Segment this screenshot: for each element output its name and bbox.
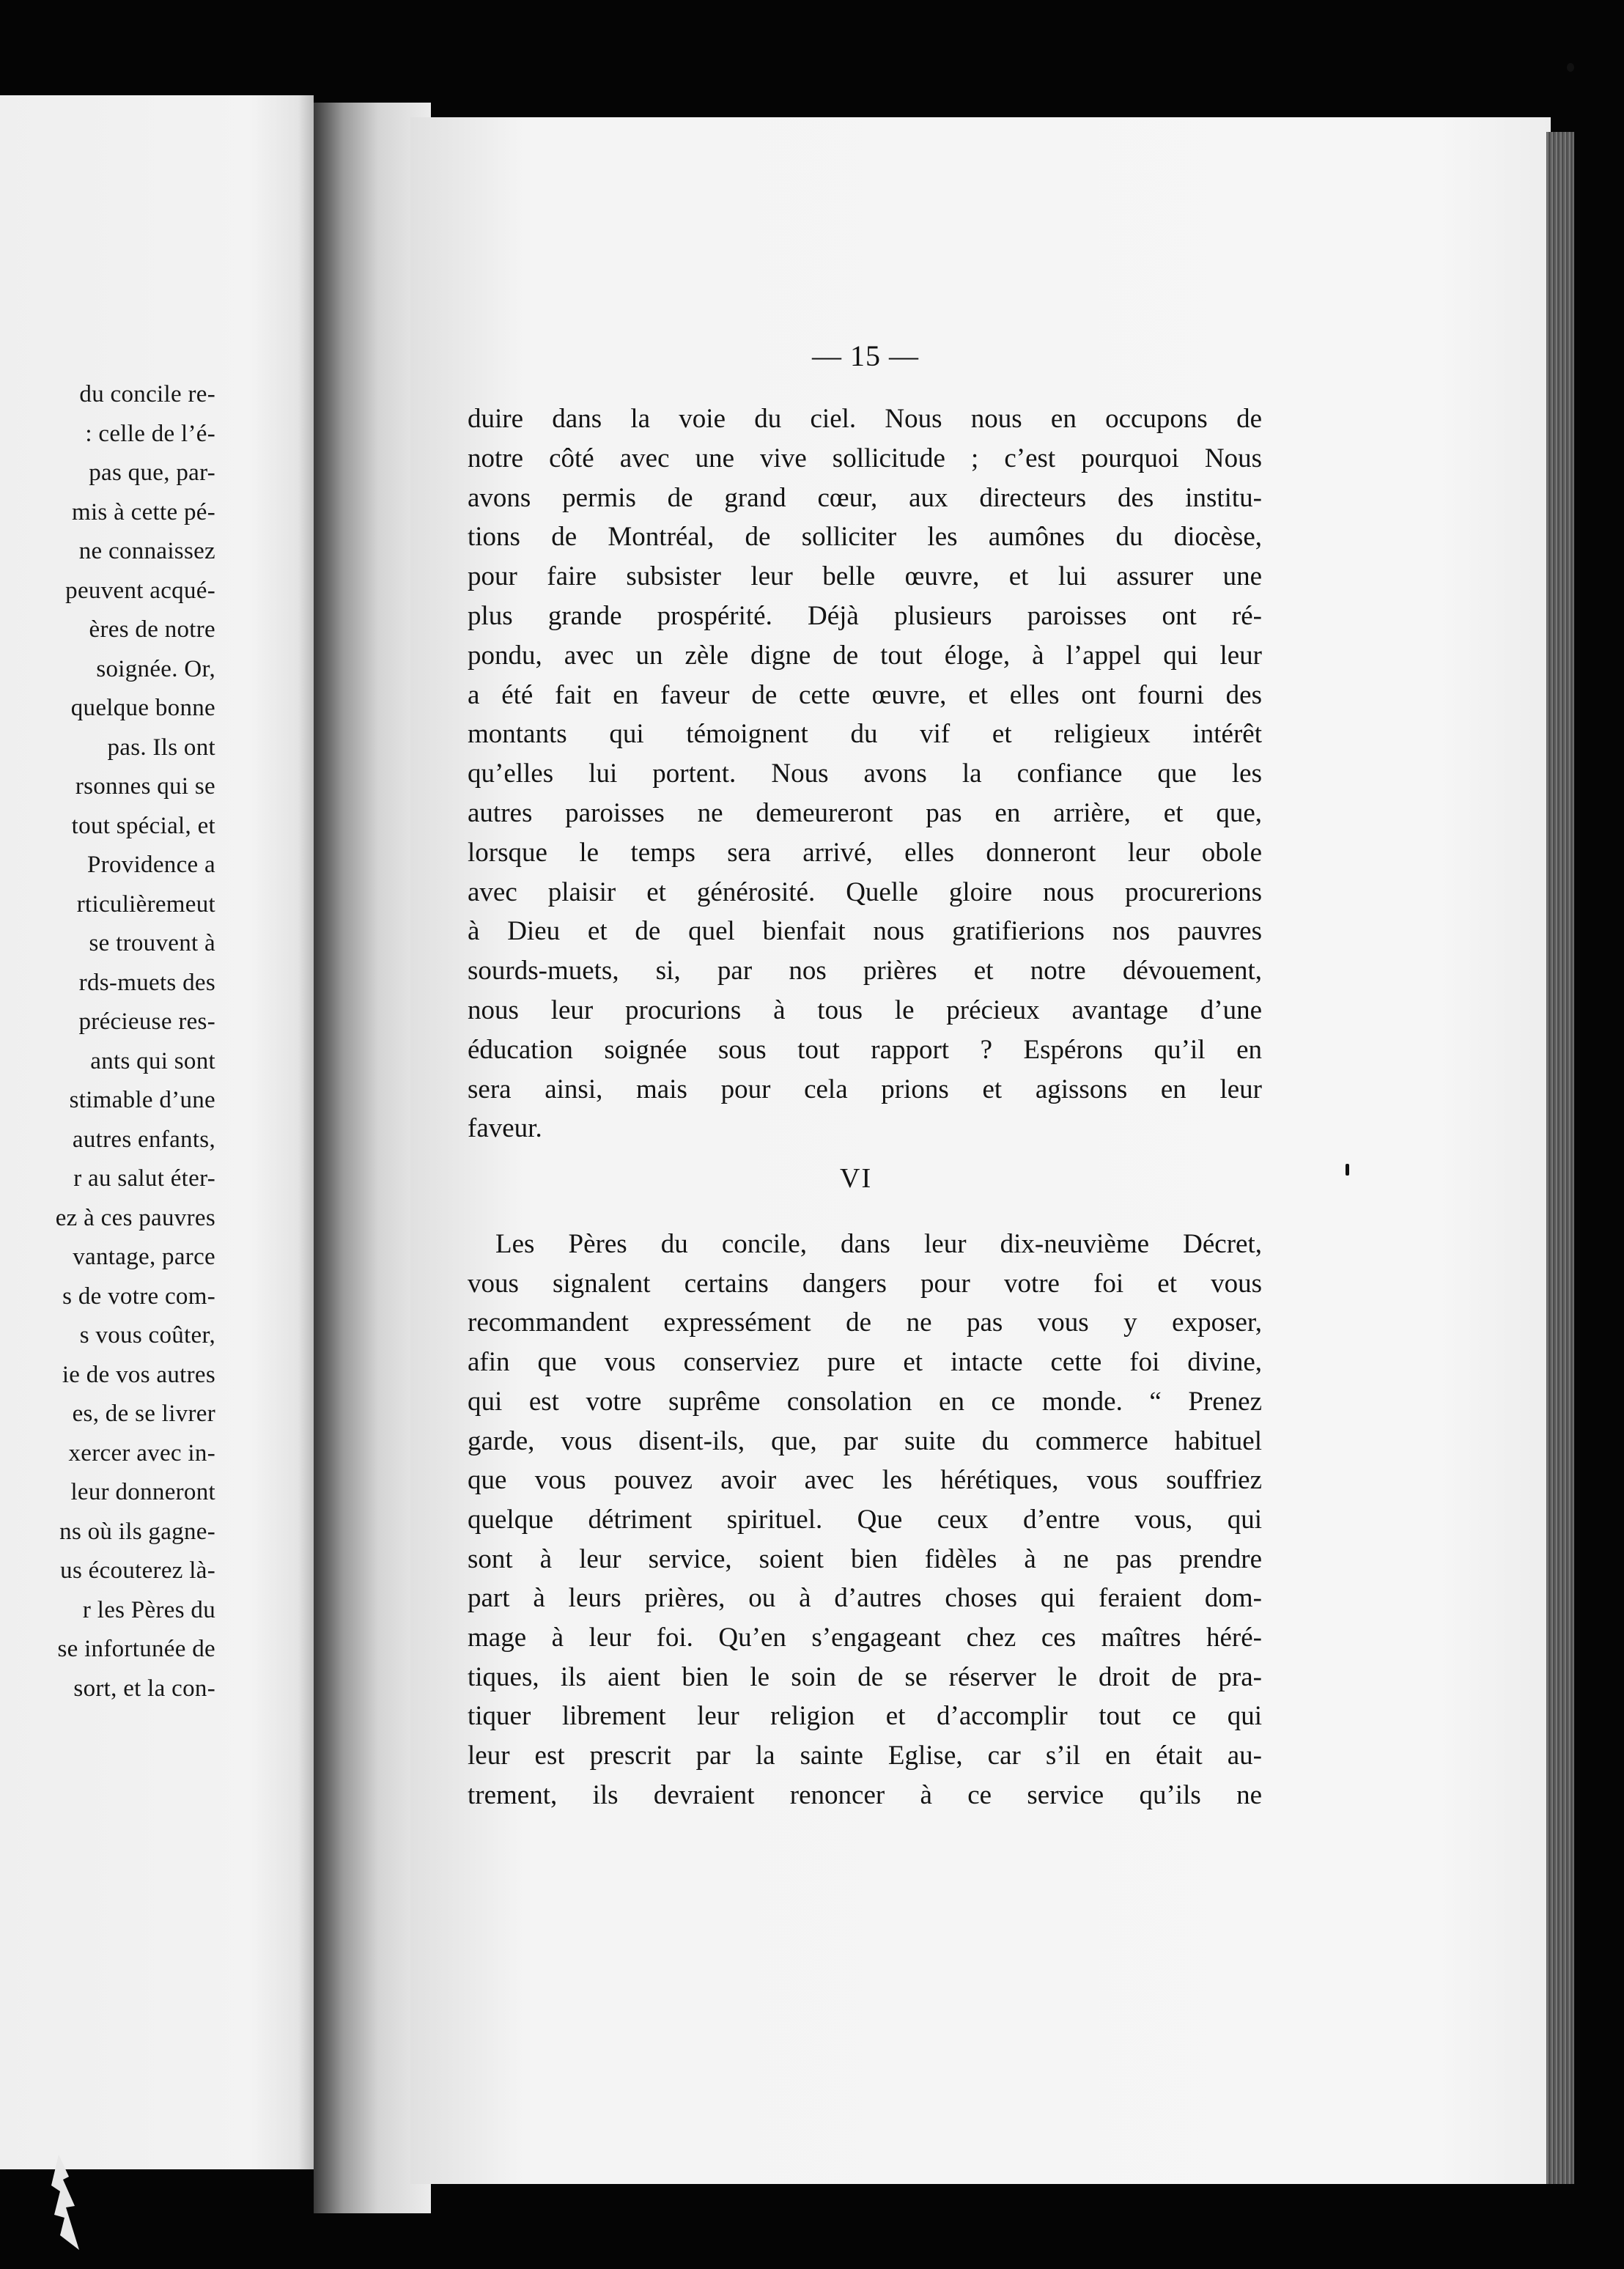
text-line: pour faire subsister leur belle œuvre, et lui assurer une: [468, 561, 1262, 592]
left-page-line: es, de se livrer: [72, 1401, 215, 1427]
left-page-line: ères de notre: [89, 616, 215, 643]
text-line: notre côté avec une vive sollicitude ; c’est pourquoi Nous: [468, 443, 1262, 473]
left-page-line: rticulièremeut: [76, 890, 215, 918]
left-page-line: se trouvent à: [89, 930, 215, 956]
text-line: a été fait en faveur de cette œuvre, et elles ont fourni des: [468, 679, 1262, 710]
text-line: quelque détriment spirituel. Que ceux d’entre vous, qui: [468, 1504, 1262, 1535]
left-page-line: tout spécial, et: [71, 812, 215, 839]
left-page-fragment: [0, 95, 314, 2169]
text-line: à Dieu et de quel bienfait nous gratifierions nos pauvres: [468, 916, 1262, 947]
text-line: sont à leur service, soient bien fidèles à ne pas prendre: [468, 1543, 1262, 1574]
left-page-line: ants qui sont: [90, 1047, 215, 1074]
text-line: Les Pères du concile, dans leur dix-neuvième Décret,: [495, 1229, 1262, 1259]
text-line: sera ainsi, mais pour cela prions et agissons en leur: [468, 1074, 1262, 1104]
text-line: trement, ils devraient renoncer à ce service qu’ils ne: [468, 1779, 1262, 1810]
scan-speck: [1567, 63, 1574, 72]
text-line: avec plaisir et générosité. Quelle gloire nous procurerions: [468, 877, 1262, 907]
left-page-line: stimable d’une: [69, 1087, 215, 1113]
text-line: avons permis de grand cœur, aux directeurs des institu-: [468, 482, 1262, 513]
text-line: tiques, ils aient bien le soin de se réserver le droit de pra-: [468, 1661, 1262, 1692]
text-line: part à leurs prières, ou à d’autres choses qui feraient dom-: [468, 1583, 1262, 1614]
text-line: tiquer librement leur religion et d’accomplir tout ce qui: [468, 1701, 1262, 1732]
left-page-line: précieuse res-: [78, 1008, 215, 1035]
left-page-line: pas. Ils ont: [107, 734, 215, 761]
page-stack-edge: [1546, 132, 1574, 2184]
left-page-line: se infortunée de: [57, 1636, 215, 1662]
text-line: afin que vous conserviez pure et intacte cette foi divine,: [468, 1347, 1262, 1378]
scan-speck: [1346, 1164, 1349, 1176]
left-page-line: xercer avec in-: [68, 1439, 215, 1466]
left-page-line: pas que, par-: [89, 460, 215, 486]
left-page-line: sort, et la con-: [73, 1675, 215, 1702]
text-line: tions de Montréal, de solliciter les aumônes du diocèse,: [468, 522, 1262, 553]
text-line: qu’elles lui portent. Nous avons la confiance que les: [468, 759, 1262, 789]
left-page-line: ns où ils gagne-: [59, 1518, 215, 1545]
text-line: duire dans la voie du ciel. Nous nous en occupons de: [468, 404, 1262, 434]
left-page-line: autres enfants,: [72, 1126, 215, 1153]
left-page-line: s de votre com-: [62, 1283, 215, 1310]
left-page-line: ne connaissez: [78, 538, 215, 564]
left-page-line: us écouterez là-: [60, 1557, 215, 1584]
text-line: autres paroisses ne demeureront pas en arrière, et que,: [468, 798, 1262, 828]
archive-stamp-mark: [44, 2147, 95, 2257]
left-page-line: s vous coûter,: [79, 1322, 215, 1349]
text-line: garde, vous disent-ils, que, par suite du commerce habituel: [468, 1425, 1262, 1456]
left-page-line: quelque bonne: [70, 695, 215, 721]
left-page-line: r au salut éter-: [73, 1165, 215, 1192]
text-line: recommandent expressément de ne pas vous y exposer,: [468, 1307, 1262, 1338]
section-heading: VI: [840, 1163, 873, 1194]
left-page-line: leur donneront: [70, 1479, 215, 1505]
left-page-line: ez à ces pauvres: [55, 1204, 215, 1231]
text-line: sourds-muets, si, par nos prières et notre dévouement,: [468, 956, 1262, 986]
text-line: leur est prescrit par la sainte Eglise, car s’il en était au-: [468, 1741, 1262, 1771]
left-page-line: vantage, parce: [73, 1244, 215, 1270]
page-number: — 15 —: [812, 339, 919, 372]
left-page-line: rsonnes qui se: [75, 773, 215, 800]
text-line: plus grande prospérité. Déjà plusieurs paroisses ont ré-: [468, 601, 1262, 631]
text-line: faveur.: [468, 1113, 542, 1144]
left-page-line: peuvent acqué-: [65, 577, 215, 604]
text-line: que vous pouvez avoir avec les hérétiques, vous souffriez: [468, 1465, 1262, 1496]
left-page-line: ie de vos autres: [62, 1361, 215, 1388]
left-page-line: soignée. Or,: [96, 655, 215, 682]
text-line: montants qui témoignent du vif et religieux intérêt: [468, 719, 1262, 750]
left-page-line: : celle de l’é-: [85, 420, 215, 447]
left-page-line: Providence a: [87, 852, 215, 878]
text-line: mage à leur foi. Qu’en s’engageant chez ces maîtres héré-: [468, 1623, 1262, 1653]
left-page-line: du concile re-: [79, 381, 215, 407]
left-page-line: rds-muets des: [78, 969, 215, 996]
text-line: éducation soignée sous tout rapport ? Espérons qu’il en: [468, 1034, 1262, 1065]
text-line: nous leur procurions à tous le précieux avantage d’une: [468, 995, 1262, 1025]
text-line: qui est votre suprême consolation en ce monde. “ Prenez: [468, 1386, 1262, 1417]
text-line: vous signalent certains dangers pour votre foi et vous: [468, 1268, 1262, 1299]
text-line: pondu, avec un zèle digne de tout éloge, à l’appel qui leur: [468, 640, 1262, 671]
left-page-line: mis à cette pé-: [72, 498, 215, 525]
text-line: lorsque le temps sera arrivé, elles donneront leur obole: [468, 837, 1262, 868]
left-page-line: r les Pères du: [82, 1596, 215, 1623]
